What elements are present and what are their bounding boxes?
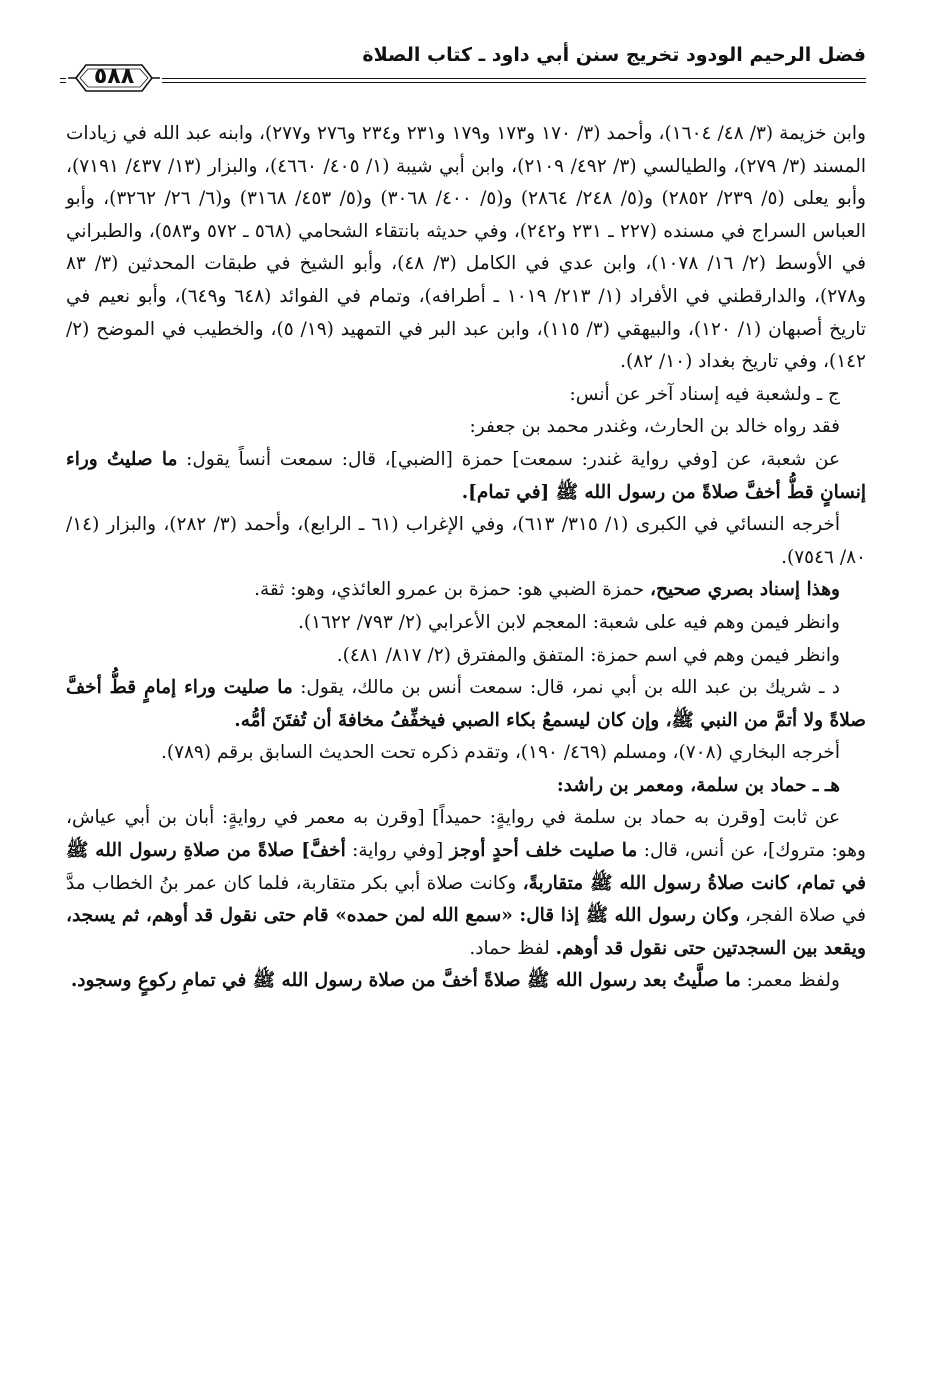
text-segment: ولفظ معمر:: [740, 970, 840, 992]
paragraph-see-also-1: وانظر فيمن وهم فيه على شعبة: المعجم لابن الأعرابي (٢/ ٧٩٣/ ١٦٢٢).: [298, 611, 840, 633]
page-number: ٥٨٨: [93, 64, 135, 89]
hadith-text: وكان رسول الله ﷺ إذا قال: «سمع الله لمن حمده» قام حتى نقول قد أوهم، ثم يسجد، ويقعد بين السجدتين حتى نقول قد أوهم.: [66, 905, 866, 959]
running-header: [60, 44, 866, 89]
page-number-frame: [66, 61, 162, 95]
paragraph-hadith-thabit: [66, 802, 866, 965]
paragraph-narrators: فقد رواه خالد بن الحارث، وغندر محمد بن جعفر:: [469, 416, 840, 438]
paragraph-see-also-2: وانظر فيمن وهم في اسم حمزة: المتفق والمفترق (٢/ ٨١٧/ ٤٨١).: [336, 644, 840, 666]
hadith-text: ما صليت خلف أحدٍ أوجز: [449, 840, 638, 862]
text-segment: د ـ شريك بن عبد الله بن أبي نمر، قال: سمعت أنس بن مالك، يقول:: [292, 677, 840, 699]
hadith-text: ما صليت وراء إمامٍ قطُّ أخفَّ صلاةً ولا أتمَّ من النبي ﷺ، وإن كان ليسمعُ بكاء الصبي فيخفِّفُ مخافةَ أن تُفتَنَ أمُّه.: [66, 677, 866, 731]
section-heading-ha: هـ ـ حماد بن سلمة، ومعمر بن راشد:: [556, 774, 840, 796]
text-segment: عن شعبة، عن [وفي رواية غندر: سمعت] حمزة [الضبي]، قال: سمعت أنساً يقول:: [177, 448, 841, 470]
paragraph-mamar: [66, 965, 866, 998]
section-heading-jim: ج ـ ولشعبة فيه إسناد آخر عن أنس:: [569, 383, 840, 405]
section-dal: [66, 672, 866, 737]
hadith-text: ما صليتُ وراء إنسانٍ قطُّ أخفَّ صلاةً من رسول الله ﷺ [في تمام].: [66, 448, 866, 503]
text-segment: وكانت صلاة أبي بكر متقاربة، فلما كان عمر بنُ الخطاب مدَّ في صلاة الفجر،: [66, 872, 866, 927]
text-segment: لفظ حماد.: [469, 937, 556, 959]
paragraph-hadith-hamza: [66, 444, 866, 509]
grading-text: وهذا إسناد بصري صحيح،: [650, 579, 840, 601]
paragraph-grading: [66, 574, 866, 607]
main-text: [66, 118, 866, 998]
paragraph-sources: وابن خزيمة (٣/ ٤٨/ ١٦٠٤)، وأحمد (٣/ ١٧٠ و١٧٣ و١٧٩ و٢٣١ و٢٣٤ و٢٧٦ و٢٧٧)، وابنه عبد الله في زيادات المسند (٣/ ٢٧٩)، والطيالسي (٣/ ٤٩٢/ ٢١٠٩)، وابن أبي شيبة (١/ ٤٠٥/ ٤٦٦٠)، والبزار (١٣/ ٤٣٧/ ٧١٩١)، وأبو يعلى (٥/ ٢٣٩/ ٢٨٥٢) و(٥/ ٢٤٨/ ٢٨٦٤) و(٥/ ٤٠٠/ ٣٠٦٨) و(٥/ ٤٥٣/ ٣١٦٨) و(٦/ ٢٦/ ٣٢٦٢)، وأبو العباس السراج في مسنده (٢٢٧ ـ ٢٣١ و٢٤٢)، وفي حديثه بانتقاء الشحامي (٥٦٨ ـ ٥٧٢ و٥٨٣)، والطبراني في الأوسط (٢/ ١٦/ ١٠٧٨)، وابن عدي في الكامل (٣/ ٤٨)، وأبو الشيخ في طبقات المحدثين (٣/ ٨٣ و٢٧٨)، والدارقطني في الأفراد (١/ ٢١٣/ ١٠١٩ ـ أطرافه)، وتمام في الفوائد (٦٤٨ و٦٤٩)، وأبو نعيم في تاريخ أصبهان (١/ ١٢٠)، والبيهقي (٣/ ١١٥)، وابن عبد البر في التمهيد (١٩/ ٥)، والخطيب في الموضح (٢/ ١٤٢)، وفي تاريخ بغداد (١٠/ ٨٢).: [66, 123, 867, 373]
hadith-text: ما صلَّيتُ بعد رسول الله ﷺ صلاةً أخفَّ من صلاة رسول الله ﷺ في تمامِ ركوعٍ وسجود.: [70, 970, 741, 992]
running-title: فضل الرحيم الودود تخريج سنن أبي داود ـ كتاب الصلاة: [362, 44, 866, 66]
text-segment: حمزة الضبي هو: حمزة بن عمرو العائذي، وهو: ثقة.: [254, 579, 650, 601]
hadith-text: أخفَّ] صلاةً من صلاةِ رسول الله ﷺ في تمام، كانت صلاةُ رسول الله ﷺ متقاربةً،: [66, 840, 866, 894]
text-segment: عن ثابت [وقرن به حماد بن سلمة في روايةٍ: حميداً] [وقرن به معمر في روايةٍ: أبان بن أبي عياش، وهو: متروك]، عن أنس، قال:: [66, 807, 866, 862]
text-segment: [وفي رواية:: [345, 840, 450, 862]
paragraph-takhrij-bukhari: أخرجه البخاري (٧٠٨)، ومسلم (٤٦٩/ ١٩٠)، وتقدم ذكره تحت الحديث السابق برقم (٧٨٩).: [160, 742, 840, 764]
paragraph-takhrij-nasai: أخرجه النسائي في الكبرى (١/ ٣١٥/ ٦١٣)، وفي الإغراب (٦١ ـ الرابع)، وأحمد (٣/ ٢٨٢)، والبزار (١٤/ ٨٠/ ٧٥٤٦).: [66, 514, 866, 568]
